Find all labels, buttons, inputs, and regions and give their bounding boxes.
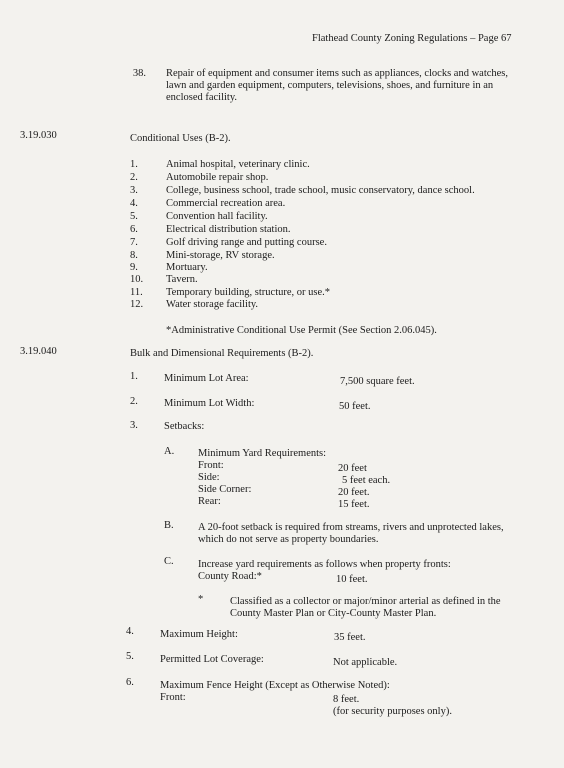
lot-area-value: 7,500 square feet. <box>340 376 415 387</box>
list-item: Temporary building, structure, or use.* <box>166 287 331 298</box>
list-item-number: 10. <box>130 274 144 285</box>
list-item-number: 12. <box>130 299 144 310</box>
rear-yard-label: Rear: <box>198 496 221 507</box>
setbacks-c-letter: C. <box>164 556 174 567</box>
side-corner-value: 20 feet. <box>338 487 370 498</box>
lot-area-number: 1. <box>130 371 138 382</box>
list-item: Convention hall facility. <box>166 211 268 222</box>
list-item: Electrical distribution station. <box>166 224 291 235</box>
county-road-value: 10 feet. <box>336 574 368 585</box>
increase-yard-text: Increase yard requirements as follows when property fronts: <box>198 559 451 570</box>
stream-setback-text: A 20-foot setback is required from streams, rivers and unprotected lakes, which do not serve as property boundaries. <box>198 522 504 545</box>
side-yard-label: Side: <box>198 472 220 483</box>
max-height-label: Maximum Height: <box>160 629 238 640</box>
list-item-number: 4. <box>130 198 138 209</box>
fence-height-number: 6. <box>126 677 134 688</box>
lot-width-number: 2. <box>130 396 138 407</box>
setbacks-label: Setbacks: <box>164 421 205 432</box>
list-item: Mini-storage, RV storage. <box>166 250 275 261</box>
setbacks-a-letter: A. <box>164 446 175 457</box>
front-yard-label: Front: <box>198 460 224 471</box>
list-item-number: 2. <box>130 172 138 183</box>
fence-height-label: Maximum Fence Height (Except as Otherwise Noted): <box>160 680 390 691</box>
list-item: Commercial recreation area. <box>166 198 286 209</box>
item-38-text: Repair of equipment and consumer items such as appliances, clocks and watches, lawn and garden equipment, computers, televisions, shoes, and furniture in an enclosed facility. <box>166 68 509 103</box>
fence-front-value: 8 feet. <box>333 694 360 705</box>
fence-front-note: (for security purposes only). <box>333 706 452 717</box>
rear-yard-value: 15 feet. <box>338 499 370 510</box>
lot-area-label: Minimum Lot Area: <box>164 373 249 384</box>
list-item-number: 3. <box>130 185 138 196</box>
list-item-number: 7. <box>130 237 138 248</box>
list-item: Mortuary. <box>166 262 208 273</box>
yard-requirements-title: Minimum Yard Requirements: <box>198 448 327 459</box>
setbacks-number: 3. <box>130 420 138 431</box>
conditional-use-footnote: *Administrative Conditional Use Permit (See Section 2.06.045). <box>166 325 437 336</box>
list-item-number: 8. <box>130 250 138 261</box>
section-3-19-030-code: 3.19.030 <box>20 130 57 141</box>
section-3-19-040-code: 3.19.040 <box>20 346 57 357</box>
max-height-value: 35 feet. <box>334 632 366 643</box>
county-road-asterisk: * <box>198 594 204 605</box>
side-yard-value: 5 feet each. <box>342 475 391 486</box>
list-item: Automobile repair shop. <box>166 172 269 183</box>
setbacks-b-letter: B. <box>164 520 174 531</box>
lot-coverage-number: 5. <box>126 651 134 662</box>
list-item: Animal hospital, veterinary clinic. <box>166 159 310 170</box>
lot-width-value: 50 feet. <box>339 401 371 412</box>
list-item: Water storage facility. <box>166 299 259 310</box>
item-38-number: 38. <box>132 68 146 79</box>
fence-front-label: Front: <box>160 692 186 703</box>
county-road-label: County Road:* <box>198 571 262 582</box>
list-item: Tavern. <box>166 274 198 285</box>
max-height-number: 4. <box>126 626 134 637</box>
side-corner-label: Side Corner: <box>198 484 252 495</box>
list-item-number: 6. <box>130 224 138 235</box>
page-header: Flathead County Zoning Regulations – Page 67 <box>312 33 512 44</box>
county-road-footnote: Classified as a collector or major/minor arterial as defined in the County Master Plan or City-County Master Plan. <box>230 596 501 619</box>
list-item-number: 1. <box>130 159 138 170</box>
list-item: Golf driving range and putting course. <box>166 237 327 248</box>
section-3-19-030-title: Conditional Uses (B-2). <box>130 133 231 144</box>
list-item: College, business school, trade school, music conservatory, dance school. <box>166 185 475 196</box>
lot-coverage-value: Not applicable. <box>333 657 398 668</box>
list-item-number: 5. <box>130 211 138 222</box>
front-yard-value: 20 feet <box>338 463 367 474</box>
section-3-19-040-title: Bulk and Dimensional Requirements (B-2). <box>130 348 314 359</box>
lot-width-label: Minimum Lot Width: <box>164 398 255 409</box>
list-item-number: 9. <box>130 262 138 273</box>
lot-coverage-label: Permitted Lot Coverage: <box>160 654 264 665</box>
list-item-number: 11. <box>130 287 143 298</box>
